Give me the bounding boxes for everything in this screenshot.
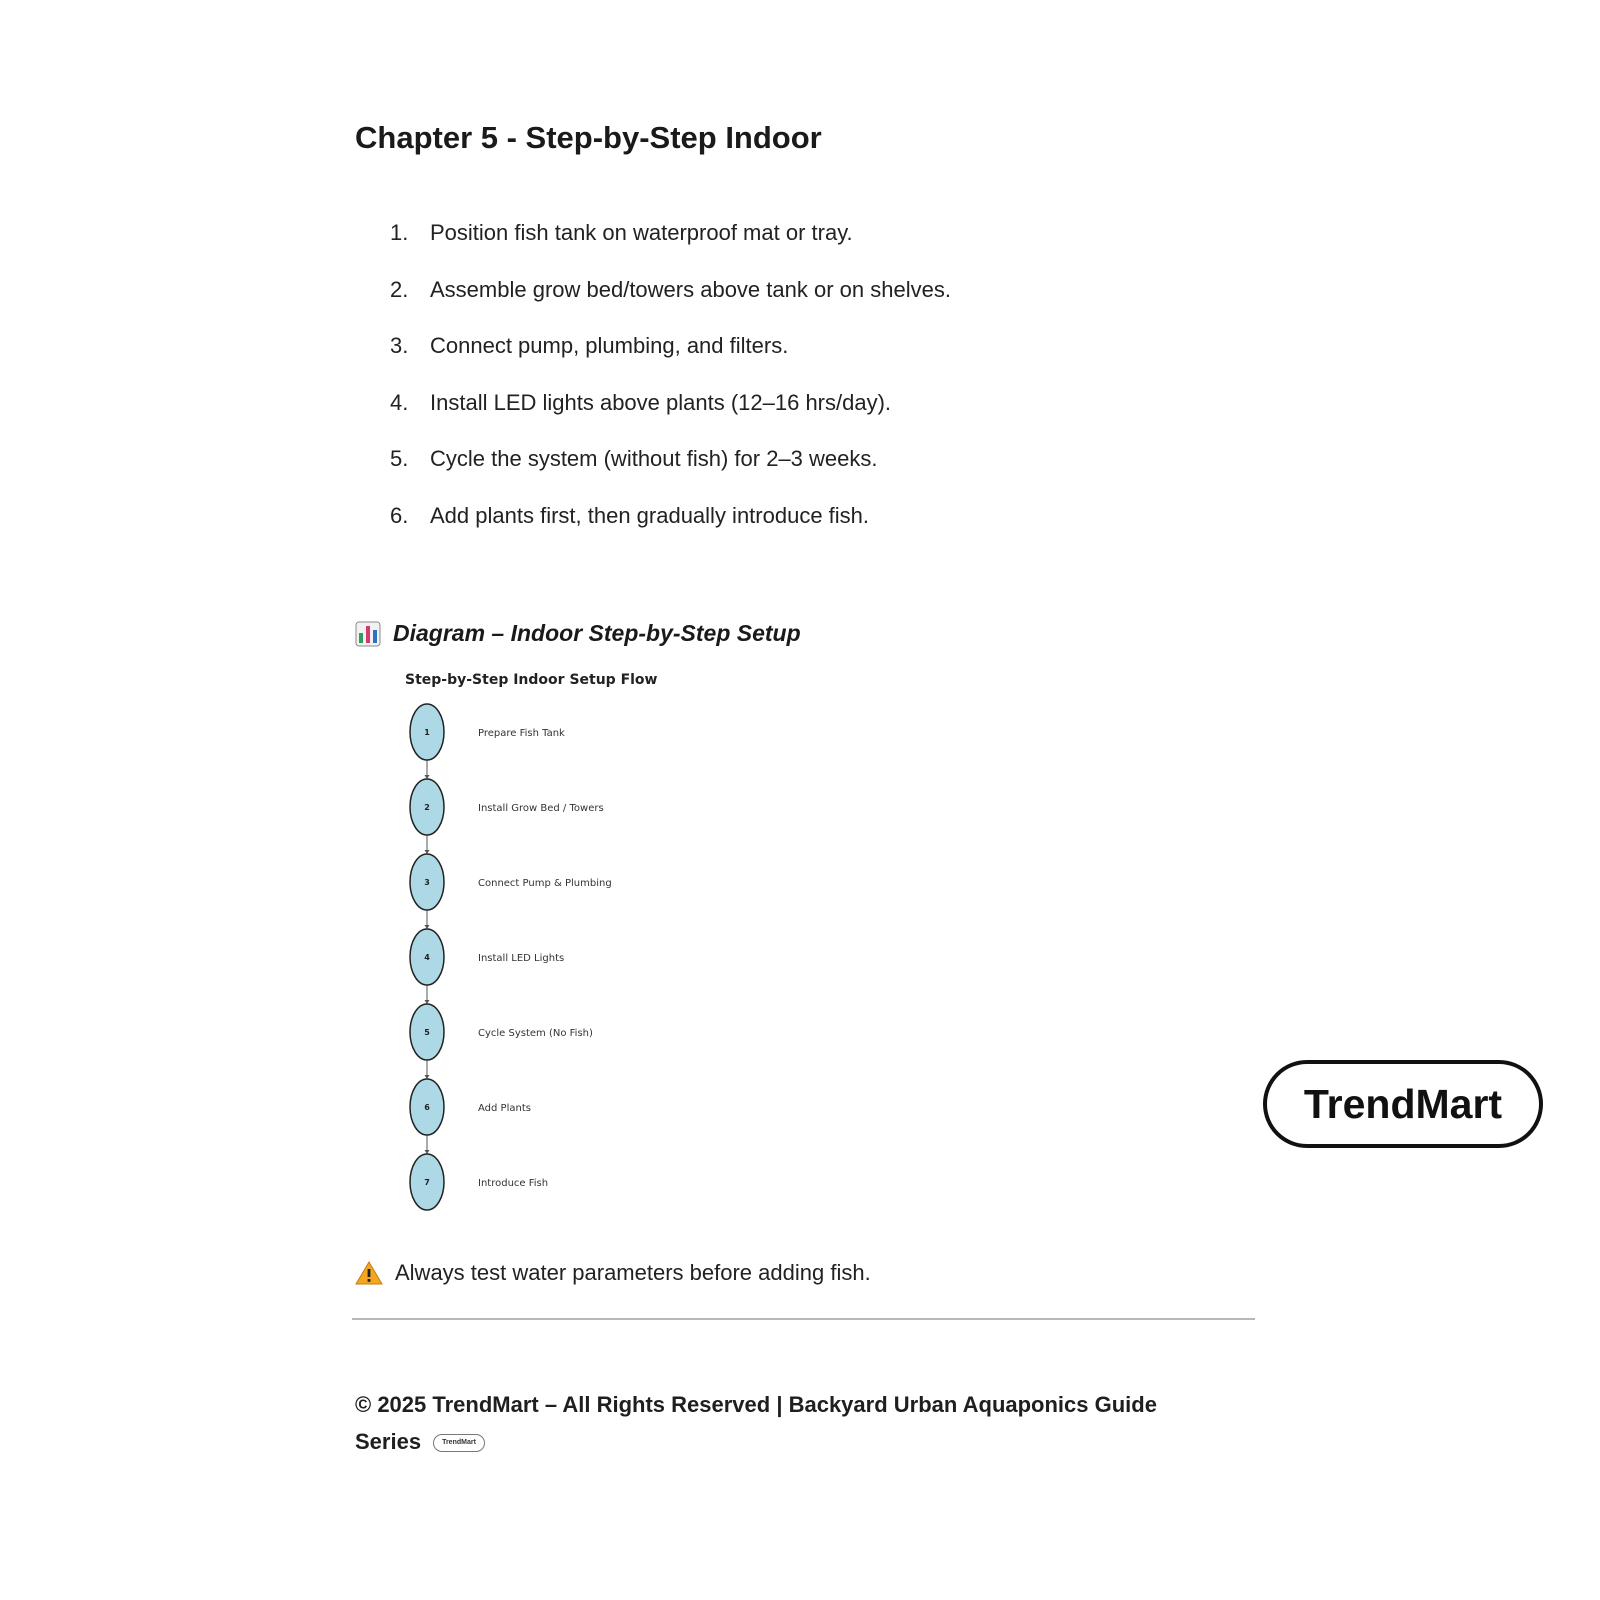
list-item (390, 333, 951, 390)
flow-title: Step-by-Step Indoor Setup Flow (405, 672, 658, 688)
flow-node-label: Prepare Fish Tank (478, 728, 565, 739)
steps-list (390, 220, 951, 559)
flow-diagram-canvas (400, 672, 800, 1212)
flow-node-label: Install Grow Bed / Towers (478, 803, 604, 814)
warning-text: Always test water parameters before adding fish. (395, 1260, 871, 1285)
flow-diagram (400, 672, 800, 1212)
diagram-heading (355, 620, 801, 647)
flow-node-number: 5 (424, 1028, 430, 1037)
chapter-title: Chapter 5 - Step-by-Step Indoor (355, 120, 822, 155)
step-number: 5. (390, 446, 409, 471)
divider (352, 1318, 1255, 1320)
step-text: Position fish tank on waterproof mat or tray. (430, 220, 853, 245)
step-number: 3. (390, 333, 409, 358)
step-number: 1. (390, 220, 409, 245)
footer-text: © 2025 TrendMart – All Rights Reserved | Backyard Urban Aquaponics Guide (355, 1392, 1157, 1417)
footer-text-end: Series (355, 1429, 422, 1454)
brand-logo: TrendMart (1263, 1060, 1543, 1148)
warning-icon (355, 1260, 383, 1286)
step-text: Connect pump, plumbing, and filters. (430, 333, 789, 358)
diagram-heading-text: Diagram – Indoor Step-by-Step Setup (393, 620, 801, 646)
flow-node-number: 3 (424, 878, 430, 887)
flow-node-label: Connect Pump & Plumbing (478, 878, 612, 889)
list-item (390, 503, 951, 560)
step-number: 6. (390, 502, 409, 528)
step-number: 4. (390, 389, 409, 415)
step-number: 2. (390, 276, 409, 302)
list-item (390, 277, 951, 334)
list-item (390, 446, 951, 503)
list-item (390, 220, 951, 277)
flow-node-label: Install LED Lights (478, 953, 565, 964)
flow-node-number: 6 (424, 1103, 430, 1112)
step-text: Cycle the system (without fish) for 2–3 weeks. (430, 446, 878, 471)
flow-node-label: Introduce Fish (478, 1178, 549, 1189)
step-text: Install LED lights above plants (12–16 hrs/day). (430, 389, 892, 415)
step-text: Add plants first, then gradually introduce fish. (430, 502, 870, 528)
flow-node-label: Add Plants (478, 1103, 531, 1114)
warning-note (355, 1260, 871, 1286)
flow-node-number: 7 (424, 1178, 430, 1187)
flow-node-number: 1 (424, 728, 430, 737)
list-item (390, 390, 951, 447)
flow-node-label: Cycle System (No Fish) (478, 1028, 593, 1039)
flow-node-number: 2 (424, 803, 430, 812)
footer-logo: TrendMart (433, 1434, 485, 1452)
step-text: Assemble grow bed/towers above tank or on shelves. (430, 276, 951, 302)
footer (355, 1386, 1255, 1460)
flow-node-number: 4 (424, 953, 430, 962)
bar-chart-icon (355, 621, 381, 647)
